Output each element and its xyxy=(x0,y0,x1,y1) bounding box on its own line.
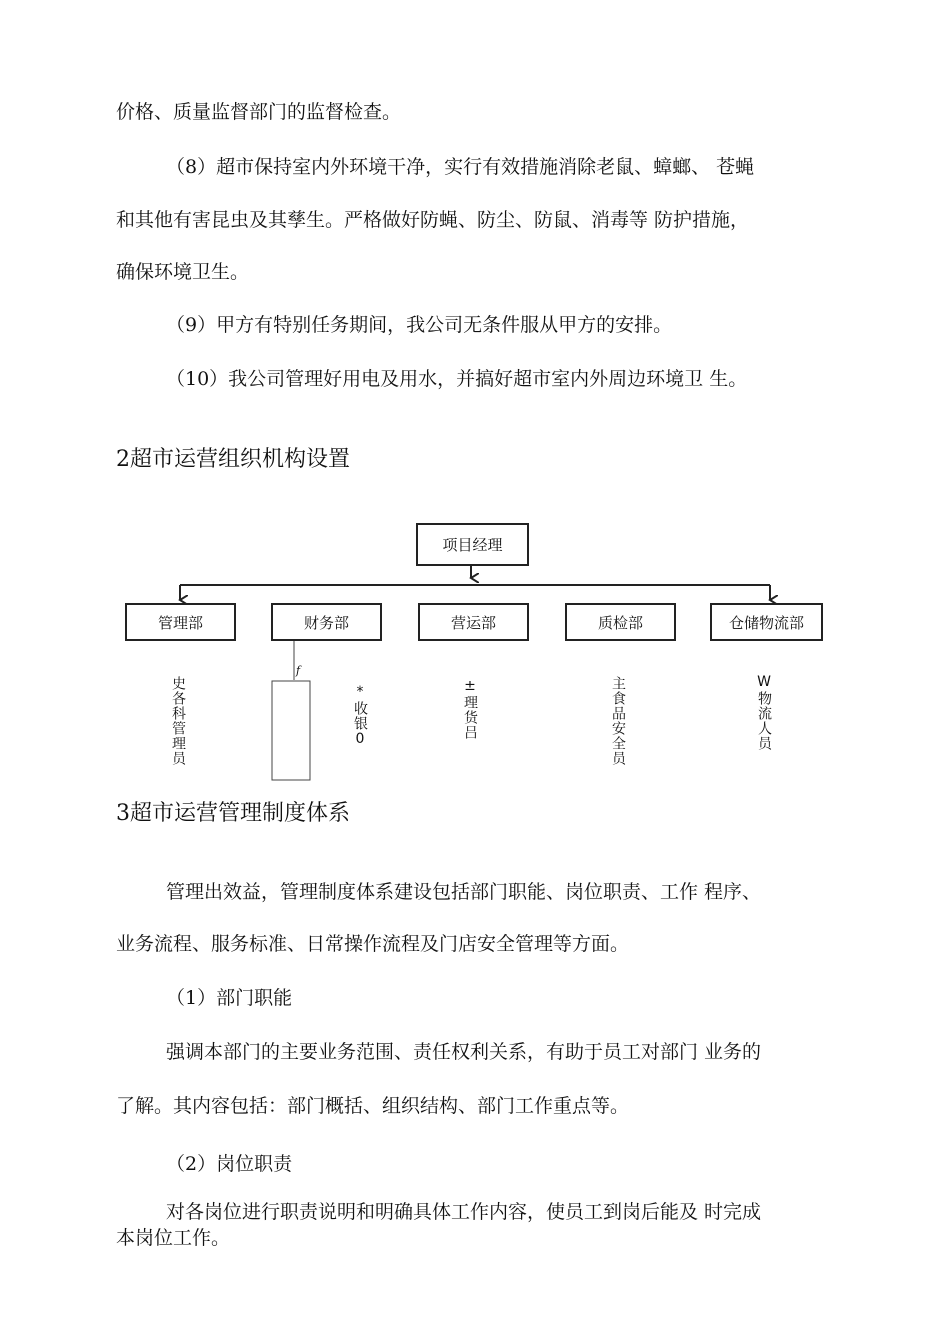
org-dept-operations: 营运部 xyxy=(418,603,529,641)
org-dept-finance: 财务部 xyxy=(271,603,382,641)
org-dept-logistics: 仓储物流部 xyxy=(710,603,823,641)
org-sub-finance-cashier: *收银0 xyxy=(352,684,368,748)
paragraph-line: 业务流程、服务标准、日常操作流程及门店安全管理等方面。 xyxy=(116,933,630,955)
paragraph-line: （8）超市保持室内外环境干净，实行有效措施消除老鼠、蟑螂、 苍蝇 xyxy=(166,156,755,178)
org-sub-quality: 主食品安全员 xyxy=(610,676,626,766)
org-dept-quality: 质检部 xyxy=(565,603,676,641)
paragraph-line: 强调本部门的主要业务范围、责任权利关系，有助于员工对部门 业务的 xyxy=(166,1041,762,1063)
org-sub-operations: ±理货吕 xyxy=(462,678,478,740)
paragraph-line: （9）甲方有特别任务期间，我公司无条件服从甲方的安排。 xyxy=(166,314,673,336)
paragraph-line: 了解。其内容包括：部门概括、组织结构、部门工作重点等。 xyxy=(116,1095,630,1117)
section-heading: 2超市运营组织机构设置 xyxy=(116,447,350,472)
org-sub-management: 史各科管理员 xyxy=(170,676,186,766)
paragraph-line: 本岗位工作。 xyxy=(116,1227,231,1249)
org-root-box: 项目经理 xyxy=(416,523,529,566)
paragraph-line: （2）岗位职责 xyxy=(166,1153,293,1175)
paragraph-line: （1）部门职能 xyxy=(166,987,293,1009)
paragraph-line: 确保环境卫生。 xyxy=(116,261,250,283)
paragraph-line: 价格、质量监督部门的监督检查。 xyxy=(116,101,402,123)
paragraph-line: （10）我公司管理好用电及用水，并搞好超市室内外周边环境卫 生。 xyxy=(166,368,748,390)
org-sub-logistics: W物流人员 xyxy=(756,674,772,751)
paragraph-line: 和其他有害昆虫及其孳生。严格做好防蝇、防尘、防鼠、消毒等 防护措施， xyxy=(116,209,750,231)
section-heading: 3超市运营管理制度体系 xyxy=(116,801,350,826)
paragraph-line: 对各岗位进行职责说明和明确具体工作内容，使员工到岗后能及 时完成 xyxy=(166,1201,762,1223)
paragraph-line: 管理出效益，管理制度体系建设包括部门职能、岗位职责、工作 程序、 xyxy=(166,881,762,903)
org-sub-finance-mark: f xyxy=(296,664,301,677)
org-dept-management: 管理部 xyxy=(125,603,236,641)
